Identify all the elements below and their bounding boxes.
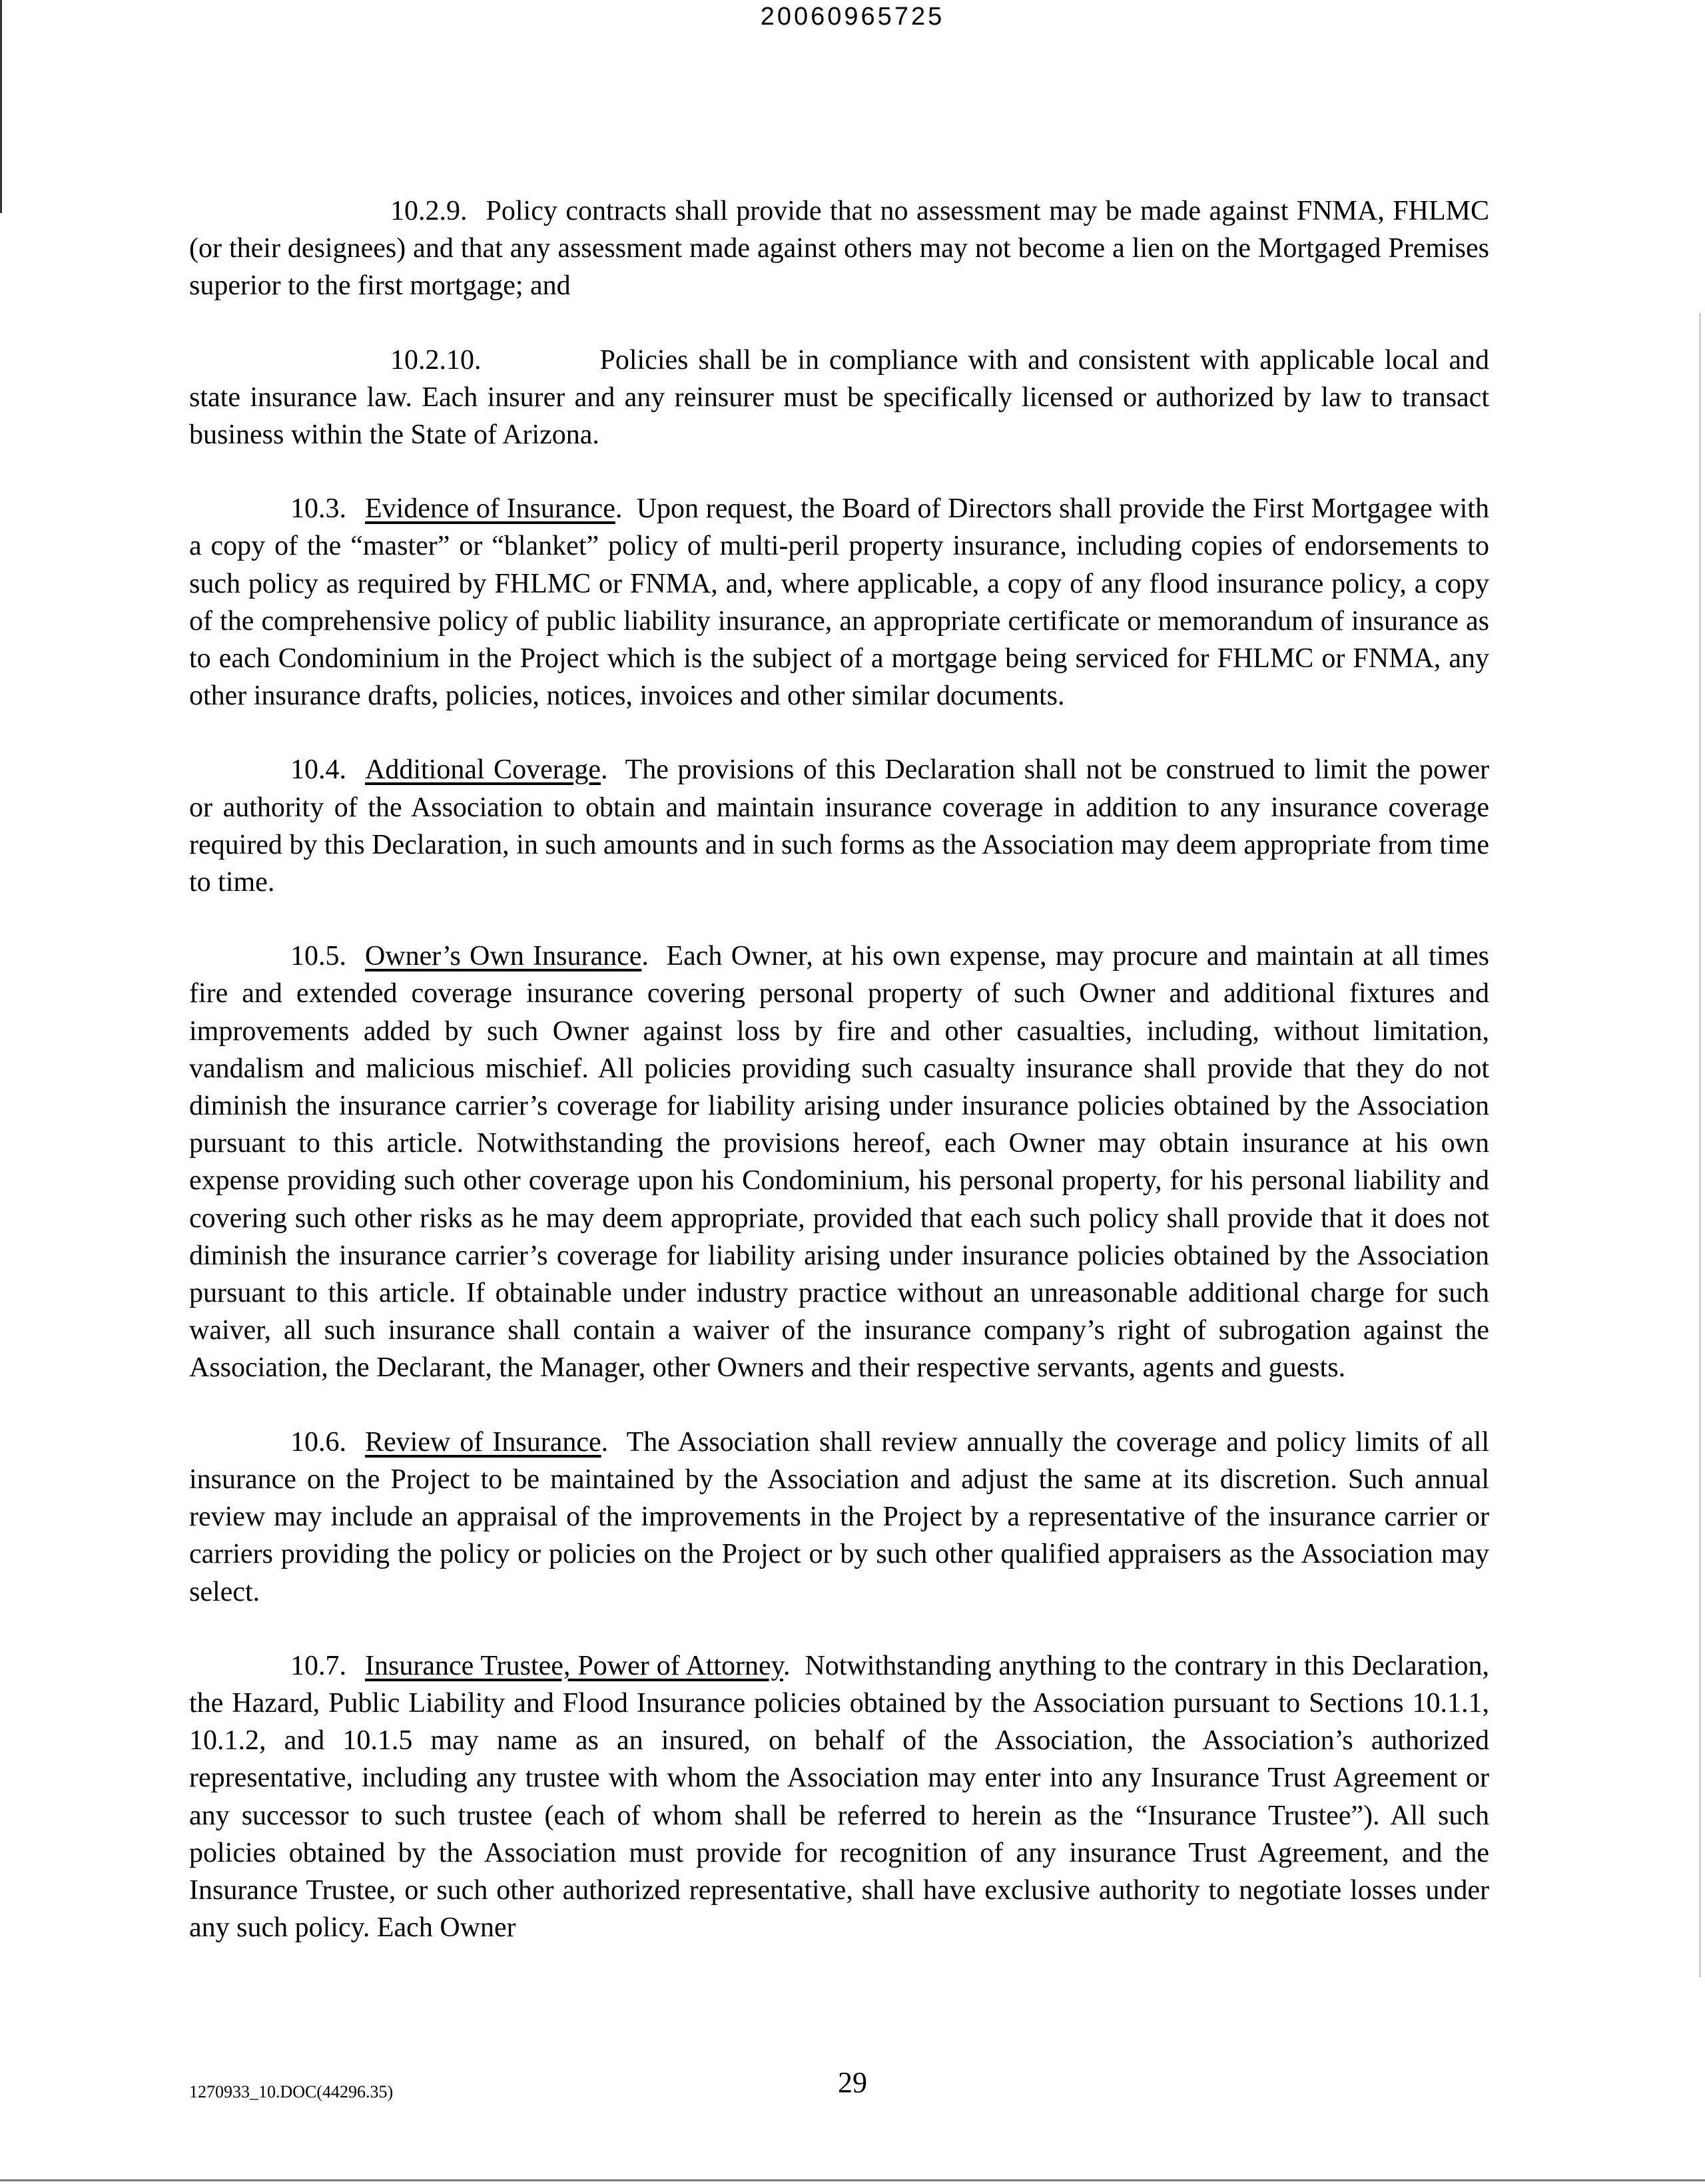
paragraph-heading: Insurance Trustee, Power of Attorney [365,1650,783,1681]
scan-bottom-edge [0,2179,1705,2181]
paragraph-text: The Association shall review annually the coverage and policy limits of all insurance on the Project to be maintained by the Association and adjust the same at its discretion. Such annual review may include an appraisal of the improvements in the Project by a representative of the insurance carrier or carriers providing the policy or policies on the Project or by such other qualified appraisers as the Association may select. [189,1426,1489,1607]
paragraph-10-2-9 [189,192,1489,305]
paragraph-number: 10.7. [290,1650,346,1681]
scan-right-edge [1699,313,1701,1978]
paragraph-heading: Additional Coverage [365,754,601,786]
scan-left-edge [0,0,2,213]
paragraph-heading: Evidence of Insurance [365,493,615,525]
footer-document-id: 1270933_10.DOC(44296.35) [189,2082,394,2101]
paragraph-number: 10.2.10. [390,344,482,376]
paragraph-number: 10.6. [290,1426,346,1458]
paragraph-10-6: 10.6. Review of Insurance. The Association shall review annually the coverage and policy limits of all insurance on the Project to be maintained by the Association and adjust the same at its discretion. Such annual review may include an appraisal of the improvements in the Project by a representative of the insurance carrier or carriers providing the policy or policies on the Project or by such other qualified appraisers as the Association may select. [189,1426,1489,1607]
paragraph-text: Policy contracts shall provide that no assessment may be made against FNMA, FHLMC (or their designees) and that any assessment made against others may not become a lien on the Mortgaged Premises superior to the first mortgage; and [189,196,1489,302]
paragraph-10-4: 10.4. Additional Coverage. The provisions of this Declaration shall not be construed to limit the power or authority of the Association to obtain and maintain insurance coverage in addition to any insurance coverage required by this Declaration, in such amounts and in such forms as the Association may deem appropriate from time to time. [189,754,1489,898]
paragraph-heading: Owner’s Own Insurance [365,941,642,972]
paragraph-number: 10.4. [290,754,346,786]
recording-number: 20060965725 [760,3,945,31]
paragraph-text: Notwithstanding anything to the contrary in this Declaration, the Hazard, Public Liability and Flood Insurance policies obtained by the Association pursuant to Sections 10.1.1, 10.1.2, and 10.1.5 may name as an insured, on behalf of the Association, the Association’s authorized representative, including any trustee with whom the Association may enter into any Insurance Trust Agreement or any successor to such trustee (each of whom shall be referred to herein as the “Insurance Trustee”). All such policies obtained by the Association must provide for recognition of any insurance Trust Agreement, and the Insurance Trustee, or such other authorized representative, shall have exclusive authority to negotiate losses under any such policy. Each Owner [189,1650,1489,1944]
paragraph-text: The provisions of this Declaration shall not be construed to limit the power or authority of the Association to obtain and maintain insurance coverage in addition to any insurance coverage required by this Declaration, in such amounts and in such forms as the Association may deem appropriate from time to time. [189,754,1489,898]
paragraph-10-3: 10.3. Evidence of Insurance. Upon request, the Board of Directors shall provide the First Mortgagee with a copy of the “master” or “blanket” policy of multi-peril property insurance, including copies of endorsements to such policy as required by FHLMC or FNMA, and, where applicable, a copy of any flood insurance policy, a copy of the comprehensive policy of public liability insurance, an appropriate certificate or memorandum of insurance as to each Condominium in the Project which is the subject of a mortgage being serviced for FHLMC or FNMA, any other insurance drafts, policies, notices, invoices and other similar documents. [189,493,1490,712]
paragraph-10-7: 10.7. Insurance Trustee, Power of Attorney. Notwithstanding anything to the contrary in this Declaration, the Hazard, Public Liability and Flood Insurance policies obtained by the Association pursuant to Sections 10.1.1, 10.1.2, and 10.1.5 may name as an insured, on behalf of the Association, the Association’s authorized representative, including any trustee with whom the Association may enter into any Insurance Trust Agreement or any successor to such trustee (each of whom shall be referred to herein as the “Insurance Trustee”). All such policies obtained by the Association must provide for recognition of any insurance Trust Agreement, and the Insurance Trustee, or such other authorized representative, shall have exclusive authority to negotiate losses under any such policy. Each Owner [189,1650,1489,1944]
paragraph-text: Upon request, the Board of Directors shall provide the First Mortgagee with a copy of the “master” or “blanket” policy of multi-peril property insurance, including copies of endorsements to such policy as required by FHLMC or FNMA, and, where applicable, a copy of any flood insurance policy, a copy of the comprehensive policy of public liability insurance, an appropriate certificate or memorandum of insurance as to each Condominium in the Project which is the subject of a mortgage being serviced for FHLMC or FNMA, any other insurance drafts, policies, notices, invoices and other similar documents. [189,493,1490,712]
page-number: 29 [838,2066,867,2099]
paragraph-number: 10.3. [290,493,346,525]
paragraph-10-2-10 [189,342,1489,454]
paragraph-10-5: 10.5. Owner’s Own Insurance. Each Owner, at his own expense, may procure and maintain at all times fire and extended coverage insurance covering personal property of such Owner and additional fixtures and improvements added by such Owner against loss by fire and other casualties, including, without limitation, vandalism and malicious mischief. All policies providing such casualty insurance shall provide that they do not diminish the insurance carrier’s coverage for liability arising under insurance policies obtained by the Association pursuant to this article. Notwithstanding the provisions hereof, each Owner may obtain insurance at his own expense providing such other coverage upon his Condominium, his personal property, for his personal liability and covering such other risks as he may deem appropriate, provided that each such policy shall provide that it does not diminish the insurance carrier’s coverage for liability arising under insurance policies obtained by the Association pursuant to this article. If obtainable under industry practice without an unreasonable additional charge for such waiver, all such insurance shall contain a waiver of the insurance company’s right of subrogation against the Association, the Declarant, the Manager, other Owners and their respective servants, agents and guests. [189,941,1490,1384]
paragraph-number: 10.2.9. [390,196,468,226]
document-body [189,192,1489,1983]
paragraph-number: 10.5. [290,941,346,972]
paragraph-text: Each Owner, at his own expense, may procure and maintain at all times fire and extended coverage insurance covering personal property of such Owner and additional fixtures and improvements added by such Owner against loss by fire and other casualties, including, without limitation, vandalism and malicious mischief. All policies providing such casualty insurance shall provide that they do not diminish the insurance carrier’s coverage for liability arising under insurance policies obtained by the Association pursuant to this article. Notwithstanding the provisions hereof, each Owner may obtain insurance at his own expense providing such other coverage upon his Condominium, his personal property, for his personal liability and covering such other risks as he may deem appropriate, provided that each such policy shall provide that it does not diminish the insurance carrier’s coverage for liability arising under insurance policies obtained by the Association pursuant to this article. If obtainable under industry practice without an unreasonable additional charge for such waiver, all such insurance shall contain a waiver of the insurance company’s right of subrogation against the Association, the Declarant, the Manager, other Owners and their respective servants, agents and guests. [189,941,1490,1384]
paragraph-text: Policies shall be in compliance with and consistent with applicable local and state insurance law. Each insurer and any reinsurer must be specifically licensed or authorized by law to transact business within the State of Arizona. [189,344,1489,451]
paragraph-heading: Review of Insurance [365,1426,601,1458]
